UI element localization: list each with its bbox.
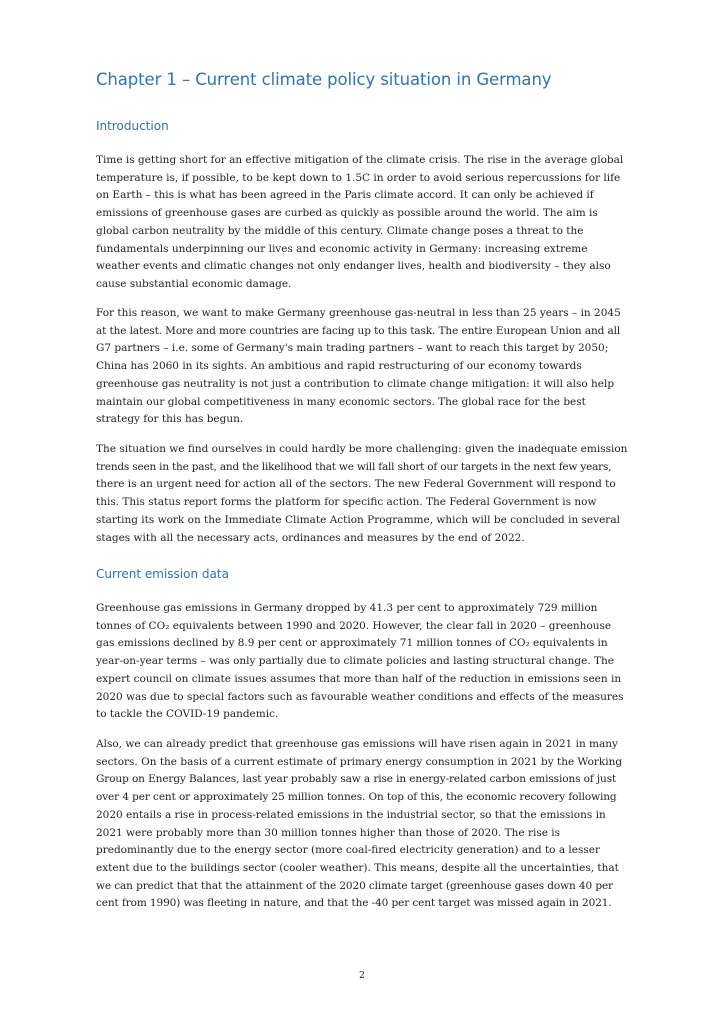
- text-line: For this reason, we want to make Germany greenhouse gas-neutral in less than 25 years – in 2045: [96, 307, 621, 319]
- text-line: we can predict that that the attainment of the 2020 climate target (greenhouse gases down 40 per: [96, 879, 613, 892]
- text-line: cent from 1990) was fleeting in nature, and that the -40 per cent target was missed again in 2021.: [96, 897, 612, 910]
- text-line: trends seen in the past, and the likelihood that we will fall short of our targets in the next few years,: [96, 460, 612, 473]
- text-line: 2020 was due to special factors such as favourable weather conditions and effects of the measures: [96, 690, 624, 703]
- page-number: 2: [358, 970, 366, 981]
- text-line: gas emissions declined by 8.9 per cent or approximately 71 million tonnes of CO₂ equivalents in: [96, 637, 608, 650]
- text-line: expert council on climate issues assumes that more than half of the reduction in emissions seen in: [96, 672, 622, 685]
- text-line: at the latest. More and more countries are facing up to this task. The entire European Union and all: [96, 324, 621, 337]
- chapter-title: Chapter 1 – Current climate policy situation in Germany: [96, 70, 552, 89]
- text-line: tonnes of CO₂ equivalents between 1990 and 2020. However, the clear fall in 2020 – greenhouse: [96, 619, 612, 632]
- text-line: G7 partners – i.e. some of Germany's main trading partners – want to reach this target by 2050;: [96, 342, 609, 355]
- introduction-paragraph-1: [96, 152, 641, 294]
- text-line: 2020 entails a rise in process-related emissions in the industrial sector, so that the emissions in: [96, 808, 606, 821]
- text-line: temperature is, if possible, to be kept down to 1.5C in order to avoid serious repercussions for life: [96, 171, 621, 184]
- text-line: maintain our global competitiveness in many economic sectors. The global race for the best: [96, 395, 586, 408]
- text-line: global carbon neutrality by the middle of this century. Climate change poses a threat to the: [96, 224, 584, 237]
- text-line: strategy for this has begun.: [96, 413, 244, 426]
- text-line: emissions of greenhouse gases are curbed as quickly as possible around the world. The aim is: [96, 207, 598, 220]
- section-heading-current-emission-data: Current emission data: [96, 567, 229, 581]
- text-line: Greenhouse gas emissions in Germany dropped by 41.3 per cent to approximately 729 million: [96, 602, 598, 614]
- text-line: weather events and climatic changes not only endanger lives, health and biodiversity – they also: [96, 260, 611, 273]
- text-line: Also, we can already predict that greenhouse gas emissions will have risen again in 2021 in many: [96, 738, 618, 750]
- text-line: this. This status report forms the platform for specific action. The Federal Government is now: [96, 496, 597, 509]
- text-line: predominantly due to the energy sector (more coal-fired electricity generation) and to a lesser: [96, 844, 600, 857]
- text-line: extent due to the buildings sector (cooler weather). This means, despite all the uncertainties, that: [96, 861, 619, 874]
- text-line: greenhouse gas neutrality is not just a contribution to climate change mitigation: it will also help: [96, 377, 615, 390]
- text-line: cause substantial economic damage.: [96, 277, 292, 290]
- text-line: Group on Energy Balances, last year probably saw a rise in energy-related carbon emissions of just: [96, 773, 617, 786]
- text-line: fundamentals underpinning our lives and economic activity in Germany: increasing extreme: [96, 242, 588, 255]
- text-line: year-on-year terms – was only partially due to climate policies and lasting structural change. The: [96, 655, 615, 668]
- text-line: Time is getting short for an effective mitigation of the climate crisis. The rise in the average global: [96, 154, 624, 166]
- text-line: China has 2060 in its sights. An ambitious and rapid restructuring of our economy towards: [96, 360, 582, 373]
- section-heading-introduction: Introduction: [96, 119, 169, 133]
- text-line: on Earth – this is what has been agreed in the Paris climate accord. It can only be achieved if: [96, 189, 594, 202]
- text-line: to tackle the COVID-19 pandemic.: [96, 708, 279, 721]
- text-line: stages with all the necessary acts, ordinances and measures by the end of 2022.: [96, 531, 525, 544]
- introduction-paragraph-2: [96, 305, 641, 429]
- text-line: there is an urgent need for action all of the sectors. The new Federal Government will respond to: [96, 478, 616, 491]
- text-line: starting its work on the Immediate Climate Action Programme, which will be concluded in several: [96, 513, 620, 526]
- text-line: 2021 were probably more than 30 million tonnes higher than those of 2020. The rise is: [96, 826, 561, 839]
- text-line: sectors. On the basis of a current estimate of primary energy consumption in 2021 by the Working: [96, 755, 623, 768]
- emission-data-paragraph-1: [96, 600, 641, 724]
- emission-data-paragraph-2: [96, 736, 641, 913]
- text-line: over 4 per cent or approximately 25 million tonnes. On top of this, the economic recovery following: [96, 791, 617, 804]
- text-line: The situation we find ourselves in could hardly be more challenging: given the inadequate emission: [96, 443, 628, 455]
- introduction-paragraph-3: [96, 441, 641, 547]
